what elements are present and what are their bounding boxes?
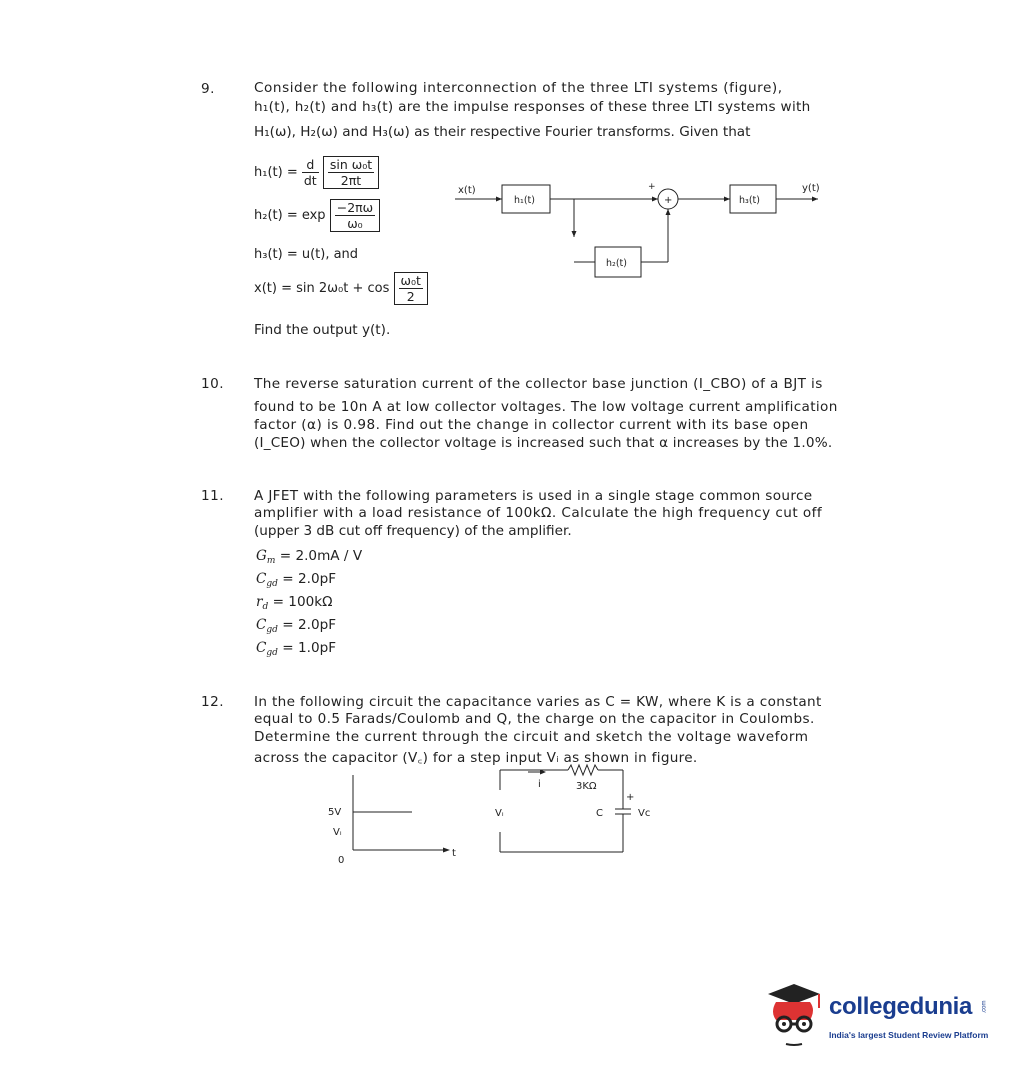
symbol: G bbox=[256, 548, 267, 564]
denominator: ω₀ bbox=[347, 216, 363, 231]
resistor-icon bbox=[568, 765, 598, 775]
mortarboard-icon bbox=[768, 984, 820, 1004]
arrow-icon bbox=[496, 197, 502, 202]
subscript: gd bbox=[266, 625, 278, 635]
q9-find-output: Find the output y(t). bbox=[254, 322, 391, 338]
current-label: i bbox=[538, 779, 541, 790]
q12-text-line-2: equal to 0.5 Farads/Coulomb and Q, the charge on the capacitor in Coulombs. bbox=[254, 711, 815, 727]
block-h1-label: h₁(t) bbox=[514, 195, 535, 206]
q10-text-line-3: factor (α) is 0.98. Find out the change in collector current with its base open bbox=[254, 417, 809, 433]
arrow-icon bbox=[572, 231, 577, 237]
input-label: x(t) bbox=[458, 185, 476, 196]
q9-eq-x bbox=[254, 272, 428, 305]
sum-plus-top: + bbox=[648, 182, 656, 192]
q9-text-line-1: Consider the following interconnection of the three LTI systems (figure), bbox=[254, 80, 783, 96]
numerator: d bbox=[302, 157, 319, 173]
denominator: 2πt bbox=[340, 173, 362, 188]
value: = 2.0pF bbox=[282, 617, 337, 633]
bracket bbox=[330, 199, 380, 232]
param-gm bbox=[256, 548, 362, 566]
symbol: C bbox=[256, 617, 267, 633]
numerator: sin ω₀t bbox=[329, 157, 373, 172]
step-level-label: 5V bbox=[328, 807, 342, 818]
value: = 2.0mA / V bbox=[279, 548, 363, 564]
q11-text-line-2: amplifier with a load resistance of 100kΩ. Calculate the high frequency cut off bbox=[254, 505, 823, 521]
subscript: d bbox=[262, 602, 269, 612]
param-rd bbox=[256, 594, 333, 612]
brand-tagline: India's largest Student Review Platform bbox=[829, 1030, 989, 1040]
brand-com: .com bbox=[981, 1000, 988, 1014]
q9-eq-h1 bbox=[254, 156, 379, 189]
denominator: 2 bbox=[406, 289, 415, 304]
arrow-icon bbox=[666, 209, 671, 215]
symbol: C bbox=[256, 640, 267, 656]
x-axis-label: t bbox=[452, 848, 456, 859]
brand-name: collegedunia bbox=[829, 993, 973, 1020]
eq-lhs: h₁(t) = bbox=[254, 165, 298, 180]
param-cgd bbox=[256, 571, 336, 589]
eq-lhs: h₂(t) = exp bbox=[254, 208, 326, 223]
tassel bbox=[818, 994, 820, 1008]
denominator: dt bbox=[303, 173, 317, 188]
bracket bbox=[323, 156, 379, 189]
capacitor-label: C bbox=[596, 808, 603, 819]
resistor-label: 3KΩ bbox=[576, 781, 597, 792]
eye-left bbox=[782, 1022, 786, 1026]
capacitor-plus-label: + bbox=[626, 792, 635, 803]
param-cgd-2 bbox=[256, 617, 336, 635]
subscript: m bbox=[266, 556, 276, 566]
q9-text-line-3: H₁(ω), H₂(ω) and H₃(ω) as their respective Fourier transforms. Given that bbox=[254, 124, 751, 140]
bracket bbox=[394, 272, 428, 305]
eye-right bbox=[802, 1022, 806, 1026]
smile bbox=[786, 1044, 802, 1045]
arrow-icon bbox=[652, 197, 658, 202]
block-h2-label: h₂(t) bbox=[606, 258, 627, 269]
eq-lhs: x(t) = sin 2ω₀t + cos bbox=[254, 281, 390, 296]
q9-block-diagram bbox=[450, 175, 840, 285]
rc-circuit bbox=[478, 762, 678, 862]
arrow-icon bbox=[812, 197, 818, 202]
symbol: r bbox=[256, 594, 263, 610]
question-number: 9. bbox=[201, 81, 215, 97]
source-label: Vᵢ bbox=[495, 808, 504, 819]
step-input-graph bbox=[300, 770, 470, 870]
q12-text-line-1: In the following circuit the capacitance varies as C = KW, where K is a constant bbox=[254, 694, 822, 710]
question-number: 12. bbox=[201, 694, 225, 710]
q9-eq-h2 bbox=[254, 199, 380, 232]
q12-text-line-4: across the capacitor (V꜀) for a step input Vᵢ as shown in figure. bbox=[254, 750, 698, 766]
sum-plus-inner: + bbox=[664, 195, 673, 206]
param-cgd-3 bbox=[256, 640, 336, 658]
symbol: C bbox=[256, 571, 267, 587]
capacitor-voltage-label: Vc bbox=[638, 808, 651, 819]
q10-text-line-2: found to be 10n A at low collector voltages. The low voltage current amplification bbox=[254, 399, 838, 415]
value: = 2.0pF bbox=[282, 571, 337, 587]
subscript: gd bbox=[266, 579, 278, 589]
arrow-icon bbox=[724, 197, 730, 202]
numerator: ω₀t bbox=[400, 273, 421, 288]
collegedunia-logo-icon bbox=[762, 980, 832, 1055]
subscript: gd bbox=[266, 648, 278, 658]
q12-text-line-3: Determine the current through the circuit and sketch the voltage waveform bbox=[254, 729, 809, 745]
q11-text-line-1: A JFET with the following parameters is used in a single stage common source bbox=[254, 488, 813, 504]
question-number: 10. bbox=[201, 376, 225, 392]
output-label: y(t) bbox=[802, 183, 820, 194]
question-number: 11. bbox=[201, 488, 225, 504]
value: = 100kΩ bbox=[272, 594, 333, 610]
block-h3-label: h₃(t) bbox=[739, 195, 760, 206]
q10-text-line-1: The reverse saturation current of the collector base junction (I_CBO) of a BJT is bbox=[254, 376, 823, 392]
q9-eq-h3: h₃(t) = u(t), and bbox=[254, 247, 359, 262]
q9-text-line-2: h₁(t), h₂(t) and h₃(t) are the impulse responses of these three LTI systems with bbox=[254, 99, 811, 115]
derivative-fraction bbox=[302, 157, 319, 188]
origin-label: 0 bbox=[338, 855, 345, 866]
arrow-icon bbox=[443, 848, 450, 853]
q10-text-line-4: (I_CEO) when the collector voltage is increased such that α increases by the 1.0%. bbox=[254, 435, 833, 451]
q11-text-line-3: (upper 3 dB cut off frequency) of the amplifier. bbox=[254, 523, 572, 539]
numerator: −2πω bbox=[336, 200, 374, 215]
y-axis-label: Vᵢ bbox=[333, 827, 342, 838]
value: = 1.0pF bbox=[282, 640, 337, 656]
